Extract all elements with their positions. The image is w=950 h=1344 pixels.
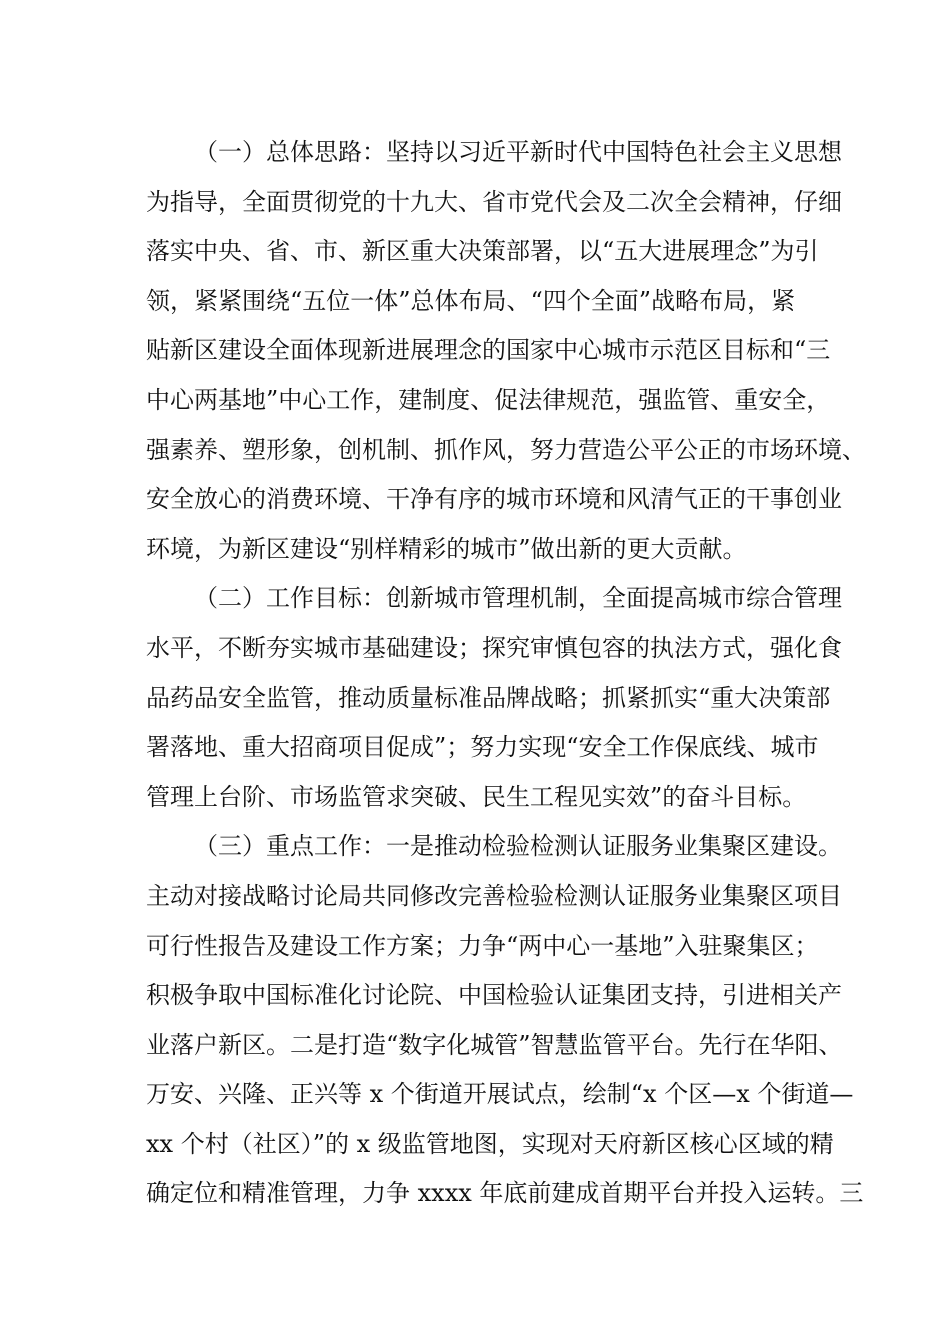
text-line: （二）工作目标：创新城市管理机制，全面提高城市综合管理 (194, 584, 842, 613)
text-line: 品药品安全监管，推动质量标准品牌战略；抓紧抓实“重大决策部 (146, 683, 831, 712)
text-line: 水平，不断夯实城市基础建设；探究审慎包容的执法方式，强化食 (146, 633, 842, 662)
paragraph-key-work (146, 826, 864, 1223)
text-line: 积极争取中国标准化讨论院、中国检验认证集团支持，引进相关产 (146, 981, 842, 1010)
text-line: 主动对接战略讨论局共同修改完善检验检测认证服务业集聚区项目 (146, 881, 842, 910)
text-line: 中心两基地”中心工作，建制度、促法律规范，强监管、重安全， (146, 385, 831, 414)
text-line: 贴新区建设全面体现新进展理念的国家中心城市示范区目标和“三 (146, 336, 831, 365)
text-line: 安全放心的消费环境、干净有序的城市环境和风清气正的干事创业 (146, 485, 842, 514)
text-line: （三）重点工作：一是推动检验检测认证服务业集聚区建设。 (194, 832, 842, 861)
document-body (146, 132, 866, 1223)
text-line: 万安、兴隆、正兴等 x 个街道开展试点，绘制“x 个区—x 个街道— (146, 1080, 854, 1109)
text-line: 领，紧紧围绕“五位一体”总体布局、“四个全面”战略布局，紧 (146, 286, 796, 315)
text-line: 管理上台阶、市场监管求突破、民生工程见实效”的奋斗目标。 (146, 782, 807, 811)
text-line: 环境，为新区建设“别样精彩的城市”做出新的更大贡献。 (146, 534, 747, 563)
text-line: 确定位和精准管理，力争 xxxx 年底前建成首期平台并投入运转。三 (146, 1179, 864, 1208)
text-line: 强素养、塑形象，创机制、抓作风，努力营造公平公正的市场环境、 (146, 435, 866, 464)
text-line: 落实中央、省、市、新区重大决策部署，以“五大进展理念”为引 (146, 237, 819, 266)
text-line: 可行性报告及建设工作方案；力争“两中心一基地”入驻聚集区； (146, 931, 819, 960)
text-line: 为指导，全面贯彻党的十九大、省市党代会及二次全会精神，仔细 (146, 187, 842, 216)
paragraph-work-goals (146, 578, 842, 826)
text-line: （一）总体思路：坚持以习近平新时代中国特色社会主义思想 (194, 138, 842, 166)
text-line: 业落户新区。二是打造“数字化城管”智慧监管平台。先行在华阳、 (146, 1030, 843, 1059)
paragraph-overall-approach (146, 132, 866, 578)
text-line: 署落地、重大招商项目促成”；努力实现“安全工作保底线、城市 (146, 733, 819, 762)
text-line: xx 个村（社区）”的 x 级监管地图，实现对天府新区核心区域的精 (146, 1129, 834, 1158)
